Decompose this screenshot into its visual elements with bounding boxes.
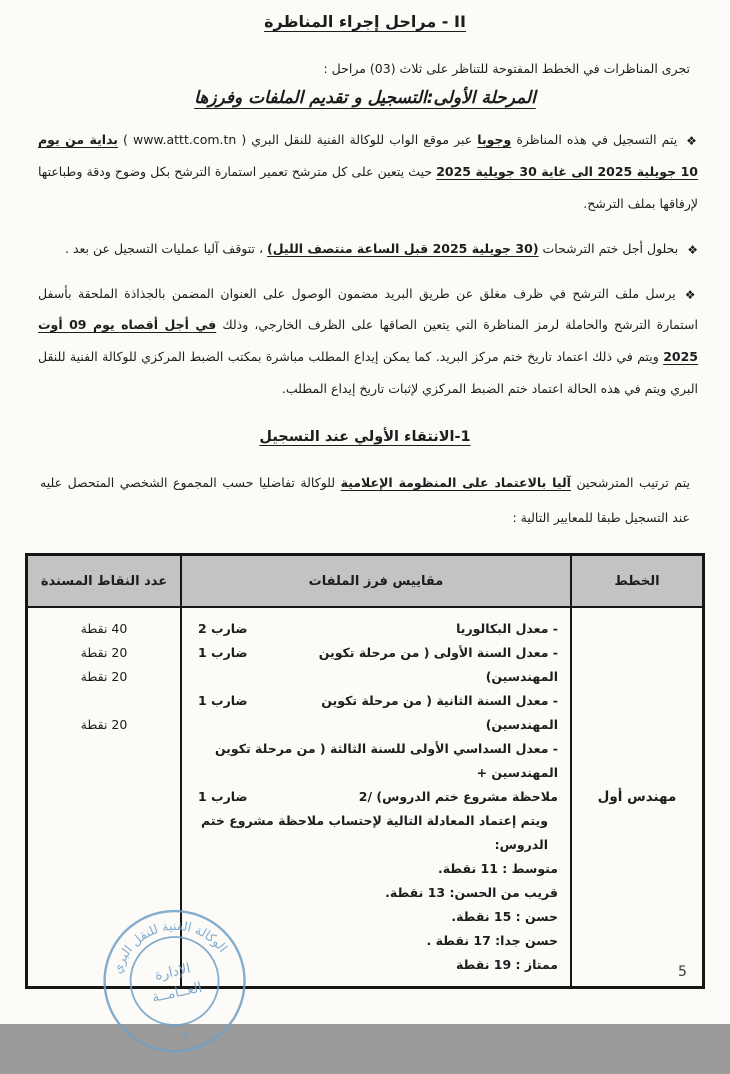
post-cell: مهندس أول: [571, 607, 704, 988]
selection-text: للوكالة تفاضليا حسب المجموع الشخصي المتحصل عليه عند التسجيل طبقا للمعايير التالية :: [40, 475, 690, 525]
bullet-text: ، تتوقف آليا عمليات التسجيل عن بعد .: [65, 240, 268, 256]
criterion-multiplier: ضارب 1: [198, 789, 248, 804]
bullet-text-maildate: في أجل أقصاه يوم 09 أوت 2025: [38, 317, 698, 365]
points-value: 20 نقطة: [80, 717, 128, 732]
bullet-text-emphasis: وجوبا: [477, 132, 512, 147]
stage-one-heading: [0, 88, 730, 108]
points-value: 20 نقطة: [80, 669, 128, 684]
criterion-bac: [196, 617, 558, 641]
bullet-list: [38, 124, 698, 405]
bullet-text: عبر موقع الواب للوكالة الفنية للنقل البري ( www.attt.com.tn ): [118, 132, 478, 147]
bullet-mailing: [38, 278, 698, 406]
criterion-text: - معدل البكالوريا: [456, 621, 558, 636]
table-header-row: [27, 555, 704, 608]
bullet-deadline: [38, 233, 698, 265]
grade-average: متوسط : 11 نقطة.: [437, 861, 558, 876]
criterion-multiplier: ضارب 2: [198, 621, 248, 636]
grade-excellent: ممتاز : 19 نقطة: [455, 957, 558, 972]
criterion-text: ملاحظة مشروع ختم الدروس) /2: [358, 789, 558, 804]
points-value: 40 نقطة: [80, 621, 128, 636]
criterion-year2: [196, 689, 558, 737]
points-value: 20 نقطة: [80, 645, 128, 660]
points-value: [29, 689, 179, 713]
header-points: عدد النقاط المسندة: [27, 555, 182, 608]
criterion-multiplier: ضارب 1: [198, 693, 248, 708]
criterion-text: - معدل السداسي الأولى للسنة الثالثة ( من مرحلة تكوين المهندسين +: [214, 741, 558, 780]
bullet-text: حيث يتعين على كل مترشح تعمير استمارة الترشح بكل وضوح ودقة وطباعتها لإرفاقها بملف الترشح.: [38, 163, 698, 211]
grade-near-good: قريب من الحسن: 13 نقطة.: [385, 885, 558, 900]
bullet-text: يرسل ملف الترشح في ظرف مغلق عن طريق البريد مضمون الوصول على العنوان المضمن بالجذاذة الملحقة بأسفل استمارة الترشح والحاملة لرمز المناظرة التي يتعين الصاقها على الظرف الخارجي، وذلك: [38, 285, 698, 333]
bullet-text-deadline: (30 جويلية 2025 قبل الساعة منتصف الليل): [267, 240, 539, 256]
stamp-ring-text: الوكالة الفنية للنقل البري: [109, 917, 231, 976]
selection-section-heading: [0, 429, 730, 445]
criterion-year1: [196, 641, 558, 689]
page-title-text: II - مراحل إجراء المناظرة: [264, 12, 466, 31]
bullet-text-dates: بداية من يوم 10 جويلية 2025 الى غاية 30 جويلية 2025: [38, 132, 699, 179]
grade-good: حسن : 15 نقطة.: [451, 909, 558, 924]
criterion-semester: [196, 737, 558, 785]
stamp-center-line2: العــامــة: [150, 979, 204, 1006]
criterion-multiplier: ضارب 1: [198, 645, 248, 660]
official-stamp: [86, 892, 265, 1074]
selection-section-heading-text: 1-الانتقاء الأولي عند التسجيل: [259, 429, 471, 445]
criterion-text: - معدل السنة الثانية ( من مرحلة تكوين المهندسين): [321, 693, 558, 732]
stamp-graphic: [86, 892, 264, 1070]
bullet-text: يتم التسجيل في هذه المناظرة: [511, 132, 678, 147]
selection-paragraph: [40, 465, 690, 535]
diamond-bullet-icon: ❖: [684, 287, 698, 302]
bullet-registration: [38, 124, 698, 220]
diamond-bullet-icon: ❖: [686, 134, 699, 148]
bullet-text: ويتم في ذلك اعتماد تاريخ ختم مركز البريد. كما يمكن إيداع المطلب مباشرة بمكتب الضبط المركزي للوكالة الفنية للنقل البري ويتم في هذه الحالة اعتماد ختم الضبط المركزي لإثبات تاريخ إيداع المطلب.: [38, 349, 698, 397]
bullet-text: بحلول أجل ختم الترشحات: [538, 240, 679, 256]
selection-text-emphasis: آليا بالاعتماد على المنظومة الإعلامية: [340, 475, 571, 490]
stamp-star-icon: ★: [180, 1029, 192, 1042]
stage-one-heading-text: المرحلة الأولى:التسجيل و تقديم الملفات وفرزها: [194, 88, 536, 108]
intro-paragraph: تجرى المناظرات في الخطط المفتوحة للتناظر على ثلاث (03) مراحل :: [323, 61, 690, 76]
stamp-center-line1: الإدارة: [153, 960, 193, 984]
page-number: 5: [678, 964, 687, 980]
grade-very-good: حسن جدا: 17 نقطة .: [426, 933, 558, 948]
page-title: [0, 0, 730, 31]
equation-note: ويتم إعتماد المعادلة التالية لإحتساب ملاحظة مشروع ختم الدروس:: [200, 813, 548, 852]
header-posts: الخطط: [571, 555, 704, 608]
criterion-project: [196, 785, 558, 809]
diamond-bullet-icon: ❖: [687, 242, 698, 257]
criterion-text: - معدل السنة الأولى ( من مرحلة تكوين المهندسين): [318, 645, 558, 684]
selection-text: يتم ترتيب المترشحين: [570, 475, 690, 490]
header-criteria: مقاييس فرز الملفات: [181, 555, 571, 608]
